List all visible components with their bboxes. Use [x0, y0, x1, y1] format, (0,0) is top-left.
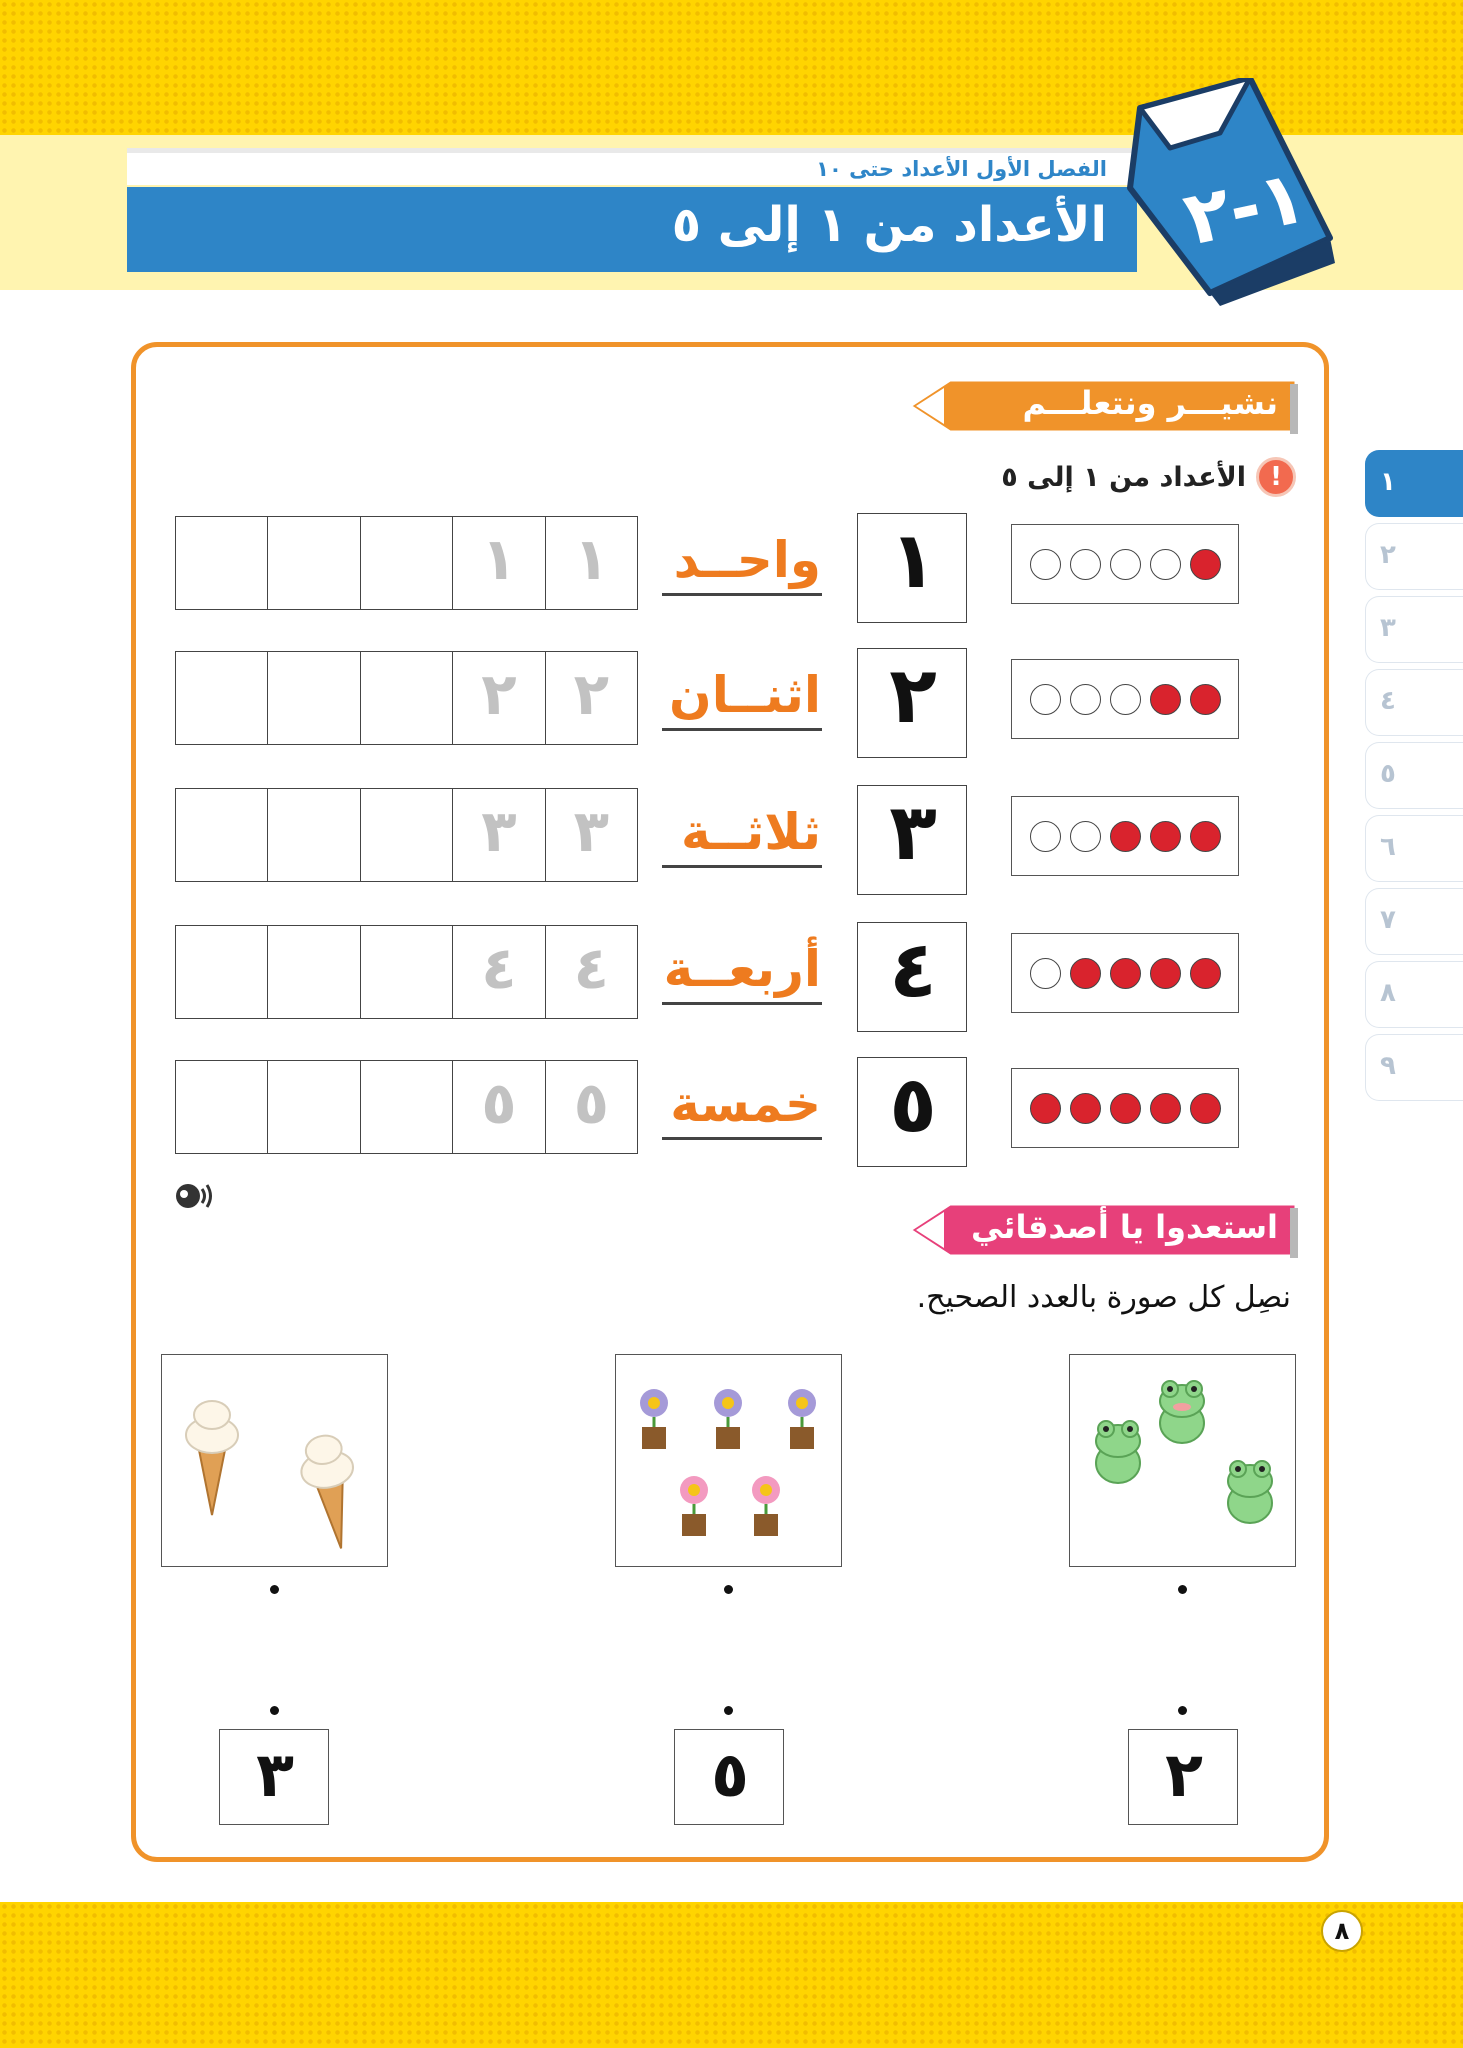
side-tab[interactable] — [1365, 523, 1463, 590]
side-tab[interactable] — [1365, 669, 1463, 736]
counter-dot-empty — [1070, 549, 1101, 580]
lesson-number: ١-٢ — [1176, 153, 1314, 263]
counter-dot-empty — [1070, 821, 1101, 852]
blank-cell[interactable] — [360, 1061, 452, 1153]
blank-cell[interactable] — [360, 652, 452, 744]
trace-cell[interactable] — [545, 652, 637, 744]
counter-dot-filled — [1190, 549, 1221, 580]
match-dot[interactable] — [270, 1706, 279, 1715]
number-card — [857, 513, 967, 623]
writing-grid — [175, 516, 638, 610]
number-glyph: ٤ — [889, 925, 937, 1015]
side-tab-label: ٨ — [1380, 978, 1396, 1008]
page-number: ٨ — [1321, 1910, 1363, 1952]
number-word: واحــد — [673, 531, 821, 589]
counter-dot-filled — [1150, 1093, 1181, 1124]
trace-cell[interactable] — [545, 926, 637, 1018]
trace-numeral: ١ — [573, 525, 610, 593]
trace-cell[interactable] — [545, 789, 637, 881]
match-dot[interactable] — [1178, 1585, 1187, 1594]
blank-cell[interactable] — [267, 1061, 359, 1153]
chapter-bar — [127, 148, 1137, 185]
counter-dot-filled — [1150, 684, 1181, 715]
side-tab-label: ٩ — [1380, 1051, 1396, 1081]
trace-cell[interactable] — [545, 517, 637, 609]
flower-pots-illustration — [616, 1355, 841, 1566]
practice-ribbon — [910, 1202, 1300, 1258]
learn-ribbon — [910, 378, 1300, 434]
number-glyph: ١ — [889, 516, 937, 606]
counter-dot-filled — [1070, 958, 1101, 989]
trace-numeral: ١ — [481, 525, 517, 593]
word-underline — [662, 1137, 822, 1140]
number-word: خمسة — [670, 1075, 821, 1133]
word-underline — [662, 865, 822, 868]
counter-dot-filled — [1190, 821, 1221, 852]
side-tab[interactable] — [1365, 888, 1463, 955]
trace-cell[interactable] — [452, 517, 544, 609]
counter-dot-filled — [1150, 958, 1181, 989]
counter-dot-filled — [1190, 1093, 1221, 1124]
counter-dot-empty — [1030, 684, 1061, 715]
instruction-text: نصِل كل صورة بالعدد الصحيح. — [916, 1280, 1291, 1315]
trace-cell[interactable] — [452, 789, 544, 881]
answer-box[interactable] — [674, 1729, 784, 1825]
number-glyph: ٢ — [889, 651, 937, 741]
side-tab-label: ٣ — [1380, 613, 1396, 643]
dot-frame — [1011, 659, 1239, 739]
side-tab-label: ١ — [1380, 467, 1396, 497]
word-underline — [662, 1002, 822, 1005]
counter-dot-filled — [1190, 958, 1221, 989]
exclamation-icon: ! — [1256, 457, 1296, 497]
answer-number: ٢ — [1165, 1738, 1203, 1811]
match-dot[interactable] — [724, 1585, 733, 1594]
number-glyph: ٥ — [889, 1060, 937, 1150]
practice-ribbon-label: استعدوا يا أصدقائي — [971, 1208, 1278, 1246]
counter-dot-empty — [1110, 684, 1141, 715]
note-row — [1001, 455, 1296, 499]
bottom-decor-band — [0, 1902, 1463, 2048]
audio-icon[interactable] — [174, 1181, 214, 1211]
note-text: الأعداد من ١ إلى ٥ — [1001, 461, 1246, 493]
counter-dot-empty — [1150, 549, 1181, 580]
number-word: ثلاثــة — [680, 803, 821, 861]
side-tab[interactable] — [1365, 450, 1463, 517]
side-tab-label: ٧ — [1380, 905, 1396, 935]
dot-frame — [1011, 796, 1239, 876]
match-dot[interactable] — [270, 1585, 279, 1594]
answer-box[interactable] — [1128, 1729, 1238, 1825]
trace-numeral: ٤ — [573, 934, 610, 1002]
frog-illustration — [1070, 1355, 1295, 1566]
title-bar — [127, 187, 1137, 272]
side-tab[interactable] — [1365, 596, 1463, 663]
ice-cream-picture[interactable] — [161, 1354, 388, 1567]
answer-box[interactable] — [219, 1729, 329, 1825]
number-row — [0, 513, 1463, 623]
trace-numeral: ٢ — [481, 660, 517, 728]
number-row — [0, 648, 1463, 758]
dot-frame — [1011, 524, 1239, 604]
chapter-label: الفصل الأول الأعداد حتى ١٠ — [816, 157, 1107, 181]
word-underline — [662, 593, 822, 596]
number-card — [857, 648, 967, 758]
trace-numeral: ٥ — [573, 1069, 610, 1137]
side-tab-label: ٥ — [1380, 759, 1396, 789]
counter-dot-filled — [1110, 958, 1141, 989]
blank-cell[interactable] — [267, 789, 359, 881]
blank-cell[interactable] — [176, 1061, 267, 1153]
trace-numeral: ٢ — [573, 660, 610, 728]
number-row — [0, 1057, 1463, 1167]
counter-dot-filled — [1110, 821, 1141, 852]
lesson-title: الأعداد من ١ إلى ٥ — [671, 197, 1107, 253]
trace-cell[interactable] — [452, 652, 544, 744]
number-word: أربعــة — [663, 940, 821, 998]
trace-cell[interactable] — [545, 1061, 637, 1153]
counter-dot-empty — [1070, 684, 1101, 715]
frogs-picture[interactable] — [1069, 1354, 1296, 1567]
trace-numeral: ٣ — [573, 797, 610, 865]
dot-frame — [1011, 933, 1239, 1013]
number-card — [857, 785, 967, 895]
trace-numeral: ٣ — [481, 797, 517, 865]
blank-cell[interactable] — [360, 517, 452, 609]
dot-frame — [1011, 1068, 1239, 1148]
trace-cell[interactable] — [452, 926, 544, 1018]
word-underline — [662, 728, 822, 731]
match-dot[interactable] — [1178, 1706, 1187, 1715]
side-tab[interactable] — [1365, 815, 1463, 882]
trace-numeral: ٥ — [481, 1069, 517, 1137]
side-tabs — [1365, 450, 1463, 1107]
counter-dot-empty — [1030, 958, 1061, 989]
writing-grid — [175, 1060, 638, 1154]
blank-cell[interactable] — [267, 517, 359, 609]
writing-grid — [175, 925, 638, 1019]
blank-cell[interactable] — [267, 652, 359, 744]
blank-cell[interactable] — [176, 652, 267, 744]
trace-cell[interactable] — [452, 1061, 544, 1153]
number-glyph: ٣ — [889, 788, 937, 878]
learn-ribbon-label: نشيـــر ونتعلـــم — [1022, 384, 1278, 422]
side-tab-label: ٦ — [1380, 832, 1396, 862]
number-row — [0, 785, 1463, 895]
blank-cell[interactable] — [176, 926, 267, 1018]
number-card — [857, 1057, 967, 1167]
side-tab-label: ٤ — [1380, 686, 1396, 716]
ice-cream-illustration — [162, 1355, 387, 1566]
blank-cell[interactable] — [360, 926, 452, 1018]
counter-dot-filled — [1150, 821, 1181, 852]
side-tab-label: ٢ — [1380, 540, 1396, 570]
counter-dot-empty — [1030, 549, 1061, 580]
number-word: اثنــان — [669, 666, 821, 724]
answer-number: ٥ — [711, 1738, 749, 1811]
side-tab[interactable] — [1365, 742, 1463, 809]
writing-grid — [175, 651, 638, 745]
side-tab[interactable] — [1365, 1034, 1463, 1101]
side-tab[interactable] — [1365, 961, 1463, 1028]
number-row — [0, 922, 1463, 1032]
trace-numeral: ٤ — [481, 934, 517, 1002]
blank-cell[interactable] — [176, 517, 267, 609]
blank-cell[interactable] — [267, 926, 359, 1018]
counter-dot-empty — [1110, 549, 1141, 580]
counter-dot-filled — [1110, 1093, 1141, 1124]
counter-dot-filled — [1030, 1093, 1061, 1124]
flowers-picture[interactable] — [615, 1354, 842, 1567]
writing-grid — [175, 788, 638, 882]
blank-cell[interactable] — [360, 789, 452, 881]
match-dot[interactable] — [724, 1706, 733, 1715]
counter-dot-empty — [1030, 821, 1061, 852]
counter-dot-filled — [1190, 684, 1221, 715]
blank-cell[interactable] — [176, 789, 267, 881]
answer-number: ٣ — [256, 1738, 294, 1811]
counter-dot-filled — [1070, 1093, 1101, 1124]
number-card — [857, 922, 967, 1032]
